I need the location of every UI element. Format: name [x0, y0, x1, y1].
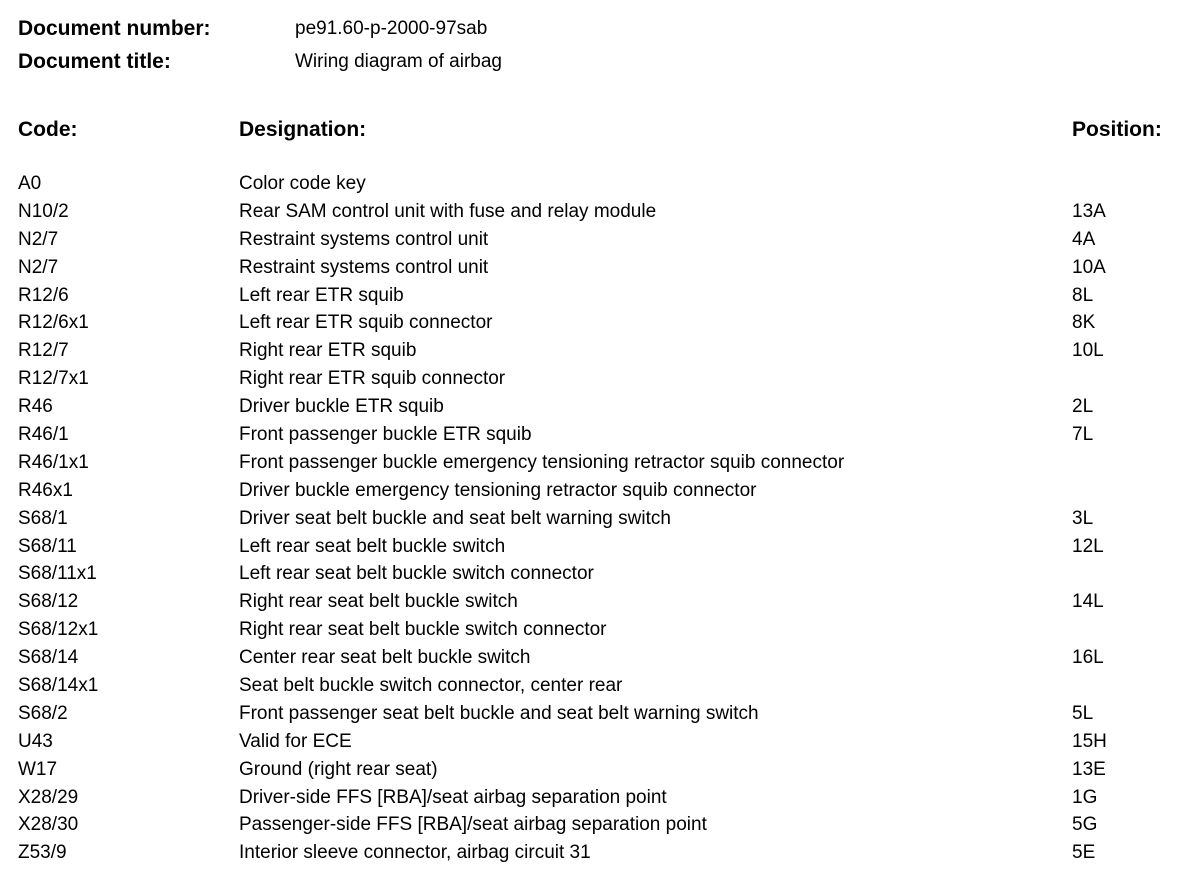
row-code: S68/14: [18, 647, 79, 669]
row-code: R46/1x1: [18, 451, 89, 473]
table-row: [0, 812, 1190, 840]
row-code: X28/30: [18, 814, 79, 836]
row-position: 10L: [1072, 340, 1104, 362]
row-designation: Left rear ETR squib: [239, 284, 404, 306]
row-code: N2/7: [18, 256, 59, 278]
table-row: [0, 310, 1190, 338]
row-code: R46: [18, 396, 53, 418]
row-designation: Rear SAM control unit with fuse and relay module: [239, 200, 657, 222]
row-code: A0: [18, 173, 42, 194]
table-row: [0, 701, 1190, 729]
row-position: 12L: [1072, 535, 1104, 557]
table-row: [0, 645, 1190, 673]
row-position: 8L: [1072, 284, 1094, 306]
table-row: [0, 785, 1190, 813]
row-designation: Driver seat belt buckle and seat belt warning switch: [239, 507, 671, 529]
table-row: [0, 729, 1190, 757]
row-position: 15H: [1072, 730, 1107, 752]
table-row: [0, 283, 1190, 311]
document-number-label: Document number:: [18, 17, 211, 40]
row-position: 16L: [1072, 647, 1104, 669]
row-code: S68/12: [18, 591, 79, 613]
row-code: X28/29: [18, 786, 79, 808]
table-row: [0, 422, 1190, 450]
row-position: 5G: [1072, 814, 1098, 836]
table-row: [0, 617, 1190, 645]
row-position: 10A: [1072, 256, 1106, 278]
row-designation: Driver buckle ETR squib: [239, 396, 444, 418]
header-position: Position:: [1072, 118, 1162, 141]
table-row: [0, 199, 1190, 227]
row-designation: Center rear seat belt buckle switch: [239, 647, 531, 669]
row-position: 13A: [1072, 200, 1106, 222]
row-position: 1G: [1072, 786, 1098, 808]
table-row: [0, 338, 1190, 366]
table-row: [0, 366, 1190, 394]
header-designation: Designation:: [239, 118, 367, 141]
table-row: [0, 757, 1190, 785]
row-code: Z53/9: [18, 842, 67, 864]
table-row: [0, 478, 1190, 506]
row-code: R12/6x1: [18, 312, 89, 334]
row-designation: Passenger-side FFS [RBA]/seat airbag separation point: [239, 814, 707, 836]
row-designation: Color code key: [239, 173, 366, 194]
document-title-label: Document title:: [18, 50, 171, 73]
row-position: 8K: [1072, 312, 1096, 334]
row-code: R12/7x1: [18, 368, 89, 390]
row-designation: Left rear ETR squib connector: [239, 312, 493, 334]
header-code: Code:: [18, 118, 78, 141]
row-code: S68/11x1: [18, 563, 97, 585]
row-code: S68/11: [18, 535, 77, 557]
row-designation: Right rear seat belt buckle switch: [239, 591, 518, 613]
row-designation: Front passenger buckle emergency tensioning retractor squib connector: [239, 451, 845, 473]
row-code: R46x1: [18, 479, 73, 501]
row-code: S68/12x1: [18, 619, 99, 641]
row-designation: Right rear ETR squib: [239, 340, 417, 362]
table-row: [0, 840, 1190, 868]
row-designation: Restraint systems control unit: [239, 228, 489, 250]
row-designation: Ground (right rear seat): [239, 758, 438, 780]
row-position: 7L: [1072, 424, 1094, 446]
row-code: U43: [18, 730, 53, 752]
row-position: 14L: [1072, 591, 1104, 613]
table-header: [0, 118, 1190, 148]
table-row: [0, 589, 1190, 617]
table-row: [0, 227, 1190, 255]
row-designation: Interior sleeve connector, airbag circuit 31: [239, 842, 591, 864]
row-code: S68/14x1: [18, 675, 99, 697]
table-row: [0, 171, 1190, 199]
document-title-value: Wiring diagram of airbag: [295, 51, 502, 72]
table-row: [0, 561, 1190, 589]
row-code: R12/6: [18, 284, 69, 306]
row-position: 5E: [1072, 842, 1096, 864]
row-position: 5L: [1072, 702, 1094, 724]
row-designation: Valid for ECE: [239, 730, 352, 752]
row-code: S68/1: [18, 507, 68, 529]
row-code: N10/2: [18, 200, 69, 222]
table-row: [0, 534, 1190, 562]
document-title-row: [18, 49, 502, 75]
row-designation: Driver buckle emergency tensioning retractor squib connector: [239, 479, 757, 501]
document-number-value: pe91.60-p-2000-97sab: [295, 18, 488, 39]
row-code: N2/7: [18, 228, 59, 250]
row-designation: Left rear seat belt buckle switch: [239, 535, 506, 557]
table-body: [0, 171, 1190, 868]
row-position: 2L: [1072, 396, 1094, 418]
row-code: R12/7: [18, 340, 69, 362]
document-number-row: [18, 16, 487, 42]
row-code: W17: [18, 758, 58, 780]
row-code: S68/2: [18, 702, 68, 724]
row-designation: Front passenger seat belt buckle and seat belt warning switch: [239, 702, 759, 724]
table-row: [0, 255, 1190, 283]
row-position: 4A: [1072, 228, 1096, 250]
row-designation: Left rear seat belt buckle switch connector: [239, 563, 594, 585]
row-designation: Front passenger buckle ETR squib: [239, 424, 532, 446]
table-row: [0, 506, 1190, 534]
row-position: 3L: [1072, 507, 1094, 529]
row-designation: Seat belt buckle switch connector, center rear: [239, 675, 623, 697]
table-row: [0, 450, 1190, 478]
row-designation: Driver-side FFS [RBA]/seat airbag separation point: [239, 786, 667, 808]
row-designation: Right rear seat belt buckle switch connector: [239, 619, 607, 641]
row-designation: Right rear ETR squib connector: [239, 368, 506, 390]
table-row: [0, 673, 1190, 701]
row-code: R46/1: [18, 424, 69, 446]
row-designation: Restraint systems control unit: [239, 256, 489, 278]
row-position: 13E: [1072, 758, 1106, 780]
table-row: [0, 394, 1190, 422]
